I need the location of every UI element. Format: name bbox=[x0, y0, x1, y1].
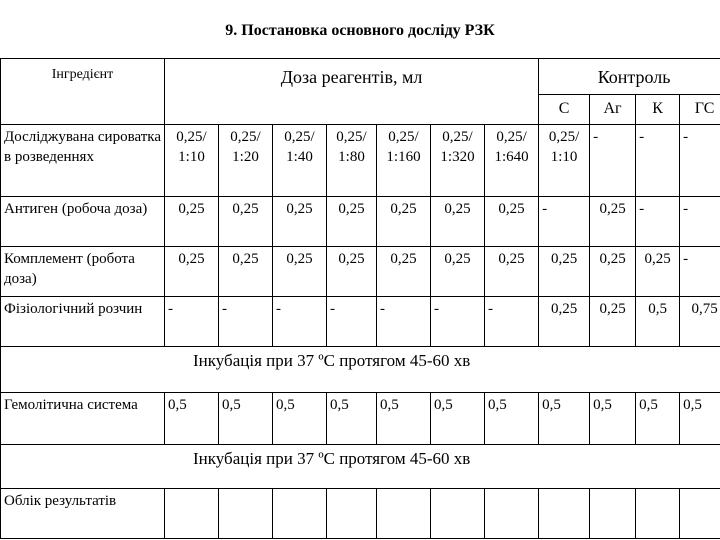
cell: - bbox=[539, 197, 590, 247]
cell: 0,25 bbox=[431, 197, 485, 247]
cell: 0,5 bbox=[636, 297, 680, 347]
table-row bbox=[1, 347, 720, 393]
cell: 0,5 bbox=[680, 393, 720, 445]
cell bbox=[219, 489, 273, 539]
cell: - bbox=[590, 125, 636, 197]
cell: 0,25 bbox=[590, 297, 636, 347]
table-row bbox=[1, 297, 720, 347]
header-dose: Доза реагентів, мл bbox=[165, 59, 539, 125]
cell: 0,25/ 1:320 bbox=[431, 125, 485, 197]
cell: - bbox=[636, 125, 680, 197]
cell: 0,5 bbox=[485, 393, 539, 445]
cell: 0,25 bbox=[165, 197, 219, 247]
cell bbox=[431, 489, 485, 539]
cell: 0,5 bbox=[431, 393, 485, 445]
cell: - bbox=[680, 197, 720, 247]
row-label: Досліджувана сироватка в розведеннях bbox=[1, 125, 165, 197]
cell bbox=[539, 489, 590, 539]
cell: 0,25/ 1:10 bbox=[539, 125, 590, 197]
cell: 0,5 bbox=[219, 393, 273, 445]
cell: 0,5 bbox=[377, 393, 431, 445]
control-col-k: К bbox=[636, 95, 680, 125]
row-label: Облік результатів bbox=[1, 489, 165, 539]
cell: 0,5 bbox=[539, 393, 590, 445]
cell bbox=[636, 489, 680, 539]
table-row bbox=[1, 445, 720, 489]
cell: 0,25/ 1:20 bbox=[219, 125, 273, 197]
cell: 0,5 bbox=[165, 393, 219, 445]
header-ingredient: Інгредієнт bbox=[1, 59, 165, 125]
cell bbox=[680, 489, 720, 539]
cell: 0,25 bbox=[219, 197, 273, 247]
cell bbox=[273, 489, 327, 539]
cell: 0,5 bbox=[590, 393, 636, 445]
cell: 0,25/ 1:640 bbox=[485, 125, 539, 197]
cell: 0,25 bbox=[165, 247, 219, 297]
cell: 0,5 bbox=[327, 393, 377, 445]
cell: 0,25 bbox=[539, 247, 590, 297]
cell: 0,25/ 1:40 bbox=[273, 125, 327, 197]
cell: - bbox=[680, 247, 720, 297]
cell: 0,25 bbox=[377, 247, 431, 297]
cell: 0,25 bbox=[590, 197, 636, 247]
row-label: Антиген (робоча доза) bbox=[1, 197, 165, 247]
cell: - bbox=[377, 297, 431, 347]
cell: 0,25 bbox=[327, 247, 377, 297]
cell: - bbox=[327, 297, 377, 347]
cell: 0,5 bbox=[636, 393, 680, 445]
cell: 0,5 bbox=[273, 393, 327, 445]
cell: 0,25 bbox=[485, 197, 539, 247]
cell: 0,25 bbox=[273, 247, 327, 297]
row-label: Гемолітична система bbox=[1, 393, 165, 445]
cell: - bbox=[680, 125, 720, 197]
cell: - bbox=[636, 197, 680, 247]
cell bbox=[327, 489, 377, 539]
cell: 0,25/ 1:80 bbox=[327, 125, 377, 197]
row-label: Фізіологічний розчин bbox=[1, 297, 165, 347]
cell bbox=[485, 489, 539, 539]
cell: 0,25/ 1:160 bbox=[377, 125, 431, 197]
table-row bbox=[1, 489, 720, 539]
control-col-ag: Аг bbox=[590, 95, 636, 125]
control-col-c: С bbox=[539, 95, 590, 125]
header-control: Контроль bbox=[539, 59, 720, 95]
cell: 0,25/ 1:10 bbox=[165, 125, 219, 197]
document-title: 9. Постановка основного досліду РЗК bbox=[225, 22, 495, 39]
cell: - bbox=[485, 297, 539, 347]
cell: - bbox=[273, 297, 327, 347]
cell: 0,25 bbox=[590, 247, 636, 297]
cell bbox=[165, 489, 219, 539]
cell: - bbox=[165, 297, 219, 347]
cell: 0,25 bbox=[636, 247, 680, 297]
table-row bbox=[1, 393, 720, 445]
control-col-gs: ГС bbox=[680, 95, 720, 125]
cell: 0,25 bbox=[539, 297, 590, 347]
rzk-table bbox=[0, 58, 720, 539]
table-row bbox=[1, 197, 720, 247]
cell: - bbox=[219, 297, 273, 347]
cell bbox=[590, 489, 636, 539]
row-label: Комплемент (робота доза) bbox=[1, 247, 165, 297]
cell bbox=[377, 489, 431, 539]
cell: 0,25 bbox=[377, 197, 431, 247]
cell: 0,75 bbox=[680, 297, 720, 347]
table-row bbox=[1, 247, 720, 297]
table-row bbox=[1, 125, 720, 197]
cell: - bbox=[431, 297, 485, 347]
cell: 0,25 bbox=[327, 197, 377, 247]
cell: 0,25 bbox=[431, 247, 485, 297]
cell: 0,25 bbox=[273, 197, 327, 247]
cell: 0,25 bbox=[219, 247, 273, 297]
incubation-note-2: Інкубація при 37 ºС протягом 45-60 хв bbox=[1, 445, 720, 489]
cell: 0,25 bbox=[485, 247, 539, 297]
incubation-note-1: Інкубація при 37 ºС протягом 45-60 хв bbox=[1, 347, 720, 393]
